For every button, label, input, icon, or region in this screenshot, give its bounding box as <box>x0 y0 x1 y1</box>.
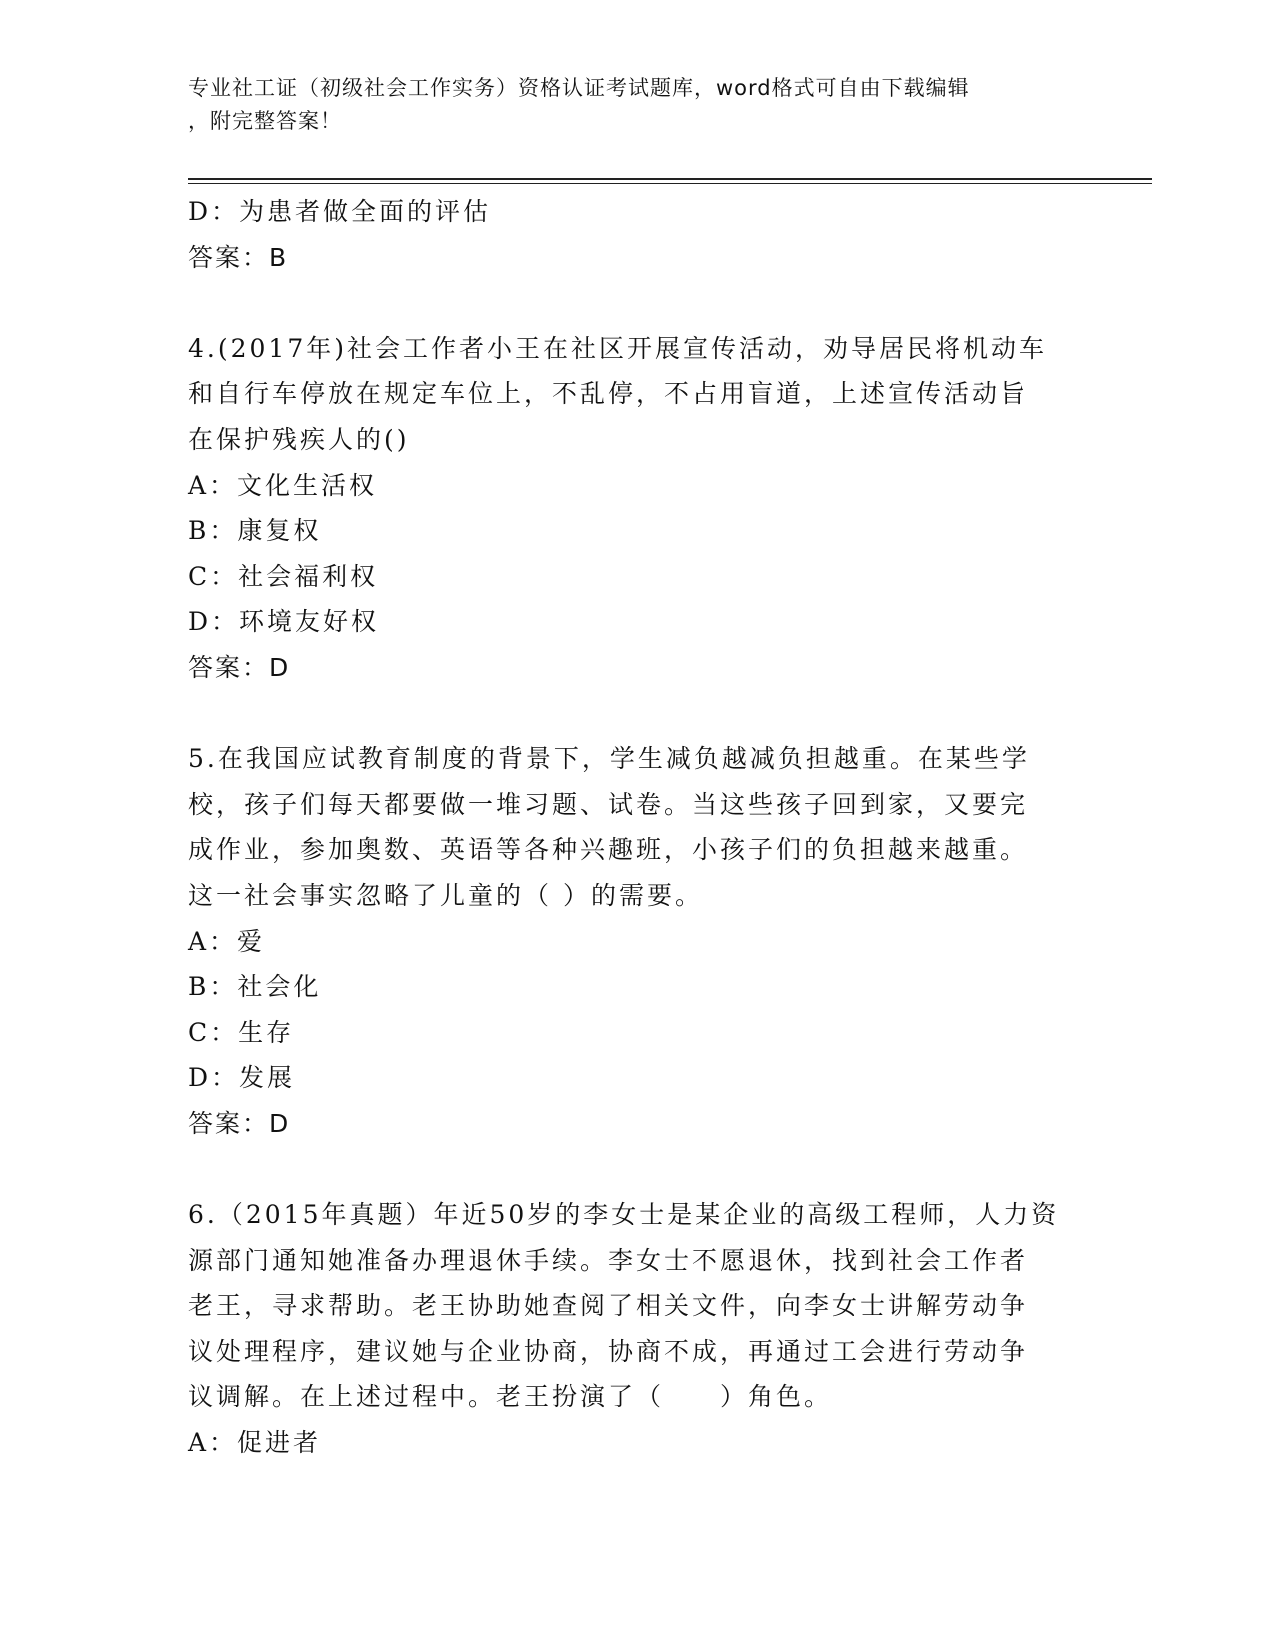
question-4-text-line: 在保护残疾人的() <box>188 424 410 454</box>
question-4-answer: 答案：D <box>188 652 291 682</box>
document-body <box>188 189 1088 1466</box>
question-5-text-line: 这一社会事实忽略了儿童的（ ）的需要。 <box>188 880 703 910</box>
question-5-text-line: 校，孩子们每天都要做一堆习题、试卷。当这些孩子回到家，又要完 <box>188 789 1029 819</box>
question-5-text-line: 5.在我国应试教育制度的背景下，学生减负越减负担越重。在某些学 <box>188 744 1030 774</box>
question-4-option-c: C：社会福利权 <box>188 561 379 591</box>
question-6-text-line: 老王，寻求帮助。老王协助她查阅了相关文件，向李女士讲解劳动争 <box>188 1291 1029 1321</box>
question-5-option-c: C：生存 <box>188 1017 295 1047</box>
question-5-text-line: 成作业，参加奥数、英语等各种兴趣班，小孩子们的负担越来越重。 <box>188 835 1029 865</box>
header-divider-thin <box>188 183 1152 184</box>
question-5-option-b: B：社会化 <box>188 972 322 1002</box>
header-divider-thick <box>188 178 1152 180</box>
prev-question-answer: 答案：B <box>188 242 289 272</box>
spacer <box>188 691 1088 737</box>
question-6-text-line: 源部门通知她准备办理退休手续。李女士不愿退休，找到社会工作者 <box>188 1245 1029 1275</box>
header-line-2: ，附完整答案！ <box>188 109 342 133</box>
question-6-text-line: 议处理程序，建议她与企业协商，协商不成，再通过工会进行劳动争 <box>188 1336 1029 1366</box>
prev-question-option-d: D：为患者做全面的评估 <box>188 197 492 226</box>
question-5 <box>188 736 1088 1146</box>
question-6 <box>188 1192 1088 1466</box>
question-4-text-line: 和自行车停放在规定车位上，不乱停，不占用盲道，上述宣传活动旨 <box>188 379 1029 409</box>
question-5-option-a: A：爱 <box>188 926 266 956</box>
question-4-option-a: A：文化生活权 <box>188 470 378 500</box>
question-5-option-d: D：发展 <box>188 1063 296 1093</box>
question-6-text-line: 6.（2015年真题）年近50岁的李女士是某企业的高级工程师，人力资 <box>188 1200 1060 1230</box>
question-4-option-b: B：康复权 <box>188 516 322 546</box>
spacer <box>188 1146 1088 1192</box>
question-5-answer: 答案：D <box>188 1108 291 1138</box>
question-4 <box>188 326 1088 691</box>
page-header <box>188 72 1068 138</box>
question-4-option-d: D：环境友好权 <box>188 607 380 637</box>
question-6-text-line: 议调解。在上述过程中。老王扮演了（ ）角色。 <box>188 1382 833 1412</box>
question-6-option-a: A：促进者 <box>188 1428 322 1458</box>
spacer <box>188 280 1088 326</box>
question-4-text-line: 4.(2017年)社会工作者小王在社区开展宣传活动，劝导居民将机动车 <box>188 333 1047 363</box>
header-line-1: 专业社工证（初级社会工作实务）资格认证考试题库，word格式可自由下载编辑 <box>188 76 970 100</box>
